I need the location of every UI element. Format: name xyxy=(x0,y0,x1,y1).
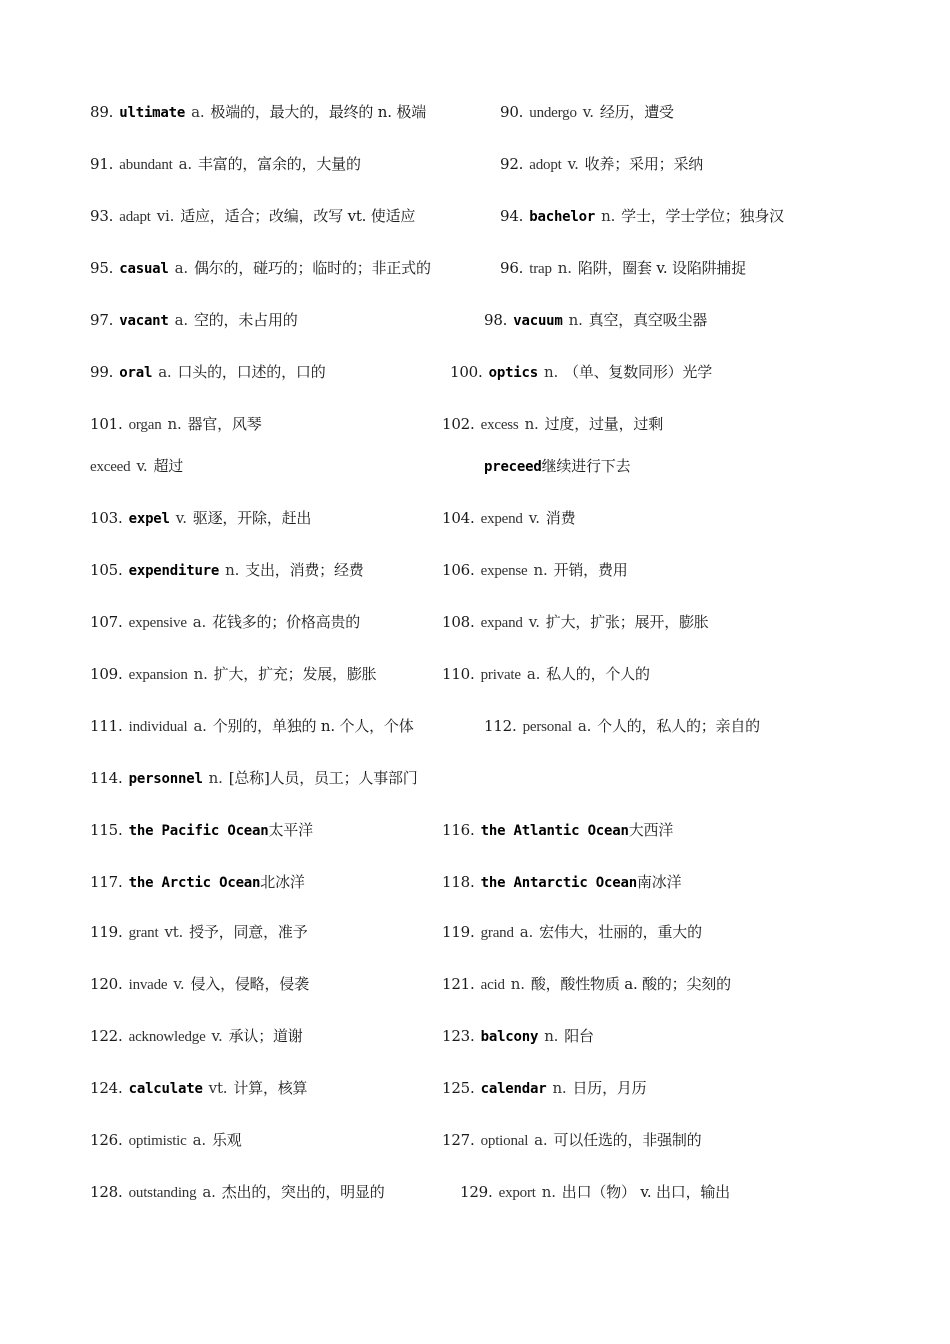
entry-b xyxy=(442,664,650,685)
entry-gloss: 出口（物） v. 出口，输出 xyxy=(561,1183,730,1201)
entry-a xyxy=(90,716,414,737)
entry-word: expansion xyxy=(128,667,188,683)
entry-number: 129. xyxy=(460,1183,493,1201)
entry-row xyxy=(0,154,950,178)
entry-number: 111. xyxy=(90,717,123,735)
entry-part-of-speech: v. xyxy=(567,155,579,173)
entry-part-of-speech: v. xyxy=(136,457,148,475)
entry-number: 125. xyxy=(442,1079,475,1097)
entry-row xyxy=(0,974,950,998)
entry-word: expel xyxy=(128,511,170,527)
entry-number: 105. xyxy=(90,561,123,579)
entry-a xyxy=(90,560,364,581)
entry-part-of-speech: n. xyxy=(225,561,240,579)
entry-row xyxy=(0,1026,950,1050)
entry-b xyxy=(442,820,673,841)
entry-row xyxy=(0,362,950,386)
entry-row xyxy=(0,414,950,438)
entry-word: outstanding xyxy=(128,1185,197,1201)
entry-number: 124. xyxy=(90,1079,123,1097)
entry-number: 97. xyxy=(90,311,114,329)
entry-part-of-speech: a. xyxy=(192,613,207,631)
entry-number: 101. xyxy=(90,415,123,433)
entry-number: 95. xyxy=(90,259,114,277)
entry-word: personal xyxy=(522,719,572,735)
entry-b xyxy=(484,456,630,477)
entry-b xyxy=(442,1026,594,1047)
entry-word: acid xyxy=(480,977,505,993)
entry-gloss: 南冰洋 xyxy=(636,873,682,891)
entry-gloss: 可以任选的，非强制的 xyxy=(553,1131,702,1149)
entry-b xyxy=(442,1130,702,1151)
entry-gloss: 乐观 xyxy=(211,1131,242,1149)
entry-row xyxy=(0,872,950,896)
entry-number: 91. xyxy=(90,155,114,173)
entry-row xyxy=(0,560,950,584)
entry-part-of-speech: a. xyxy=(192,1131,206,1149)
entry-gloss: 酸，酸性物质 a. 酸的；尖刻的 xyxy=(530,975,731,993)
entry-word: bachelor xyxy=(529,209,596,225)
entry-a xyxy=(90,1182,385,1203)
entry-number: 118. xyxy=(442,873,475,891)
entry-b xyxy=(442,1078,647,1099)
entry-part-of-speech: a. xyxy=(174,311,188,329)
entry-row xyxy=(0,258,950,282)
entry-a xyxy=(90,508,311,529)
entry-word: the Pacific Ocean xyxy=(128,823,269,839)
entry-gloss: 北冰洋 xyxy=(260,873,305,891)
entry-word: optics xyxy=(488,365,538,381)
entry-number: 93. xyxy=(90,207,114,225)
entry-part-of-speech: a. xyxy=(202,1183,216,1201)
entry-row xyxy=(0,716,950,740)
entry-part-of-speech: a. xyxy=(178,155,192,173)
entry-a xyxy=(90,456,183,477)
entry-number: 100. xyxy=(450,363,483,381)
entry-gloss: 驱逐，开除，赶出 xyxy=(192,509,312,527)
entry-gloss: （单、复数同形）光学 xyxy=(564,363,713,381)
entry-gloss: 宏伟大，壮丽的，重大的 xyxy=(539,923,702,941)
entry-gloss: 阳台 xyxy=(564,1027,594,1045)
entry-row xyxy=(0,1130,950,1154)
entry-gloss: 大西洋 xyxy=(628,821,674,839)
entry-gloss: 口头的，口述的，口的 xyxy=(177,363,326,381)
entry-b xyxy=(500,258,746,279)
entry-a xyxy=(90,922,308,943)
entry-gloss: 支出，消费；经费 xyxy=(245,561,364,579)
entry-row xyxy=(0,508,950,532)
entry-part-of-speech: a. xyxy=(534,1131,548,1149)
entry-word: grant xyxy=(128,925,159,941)
entry-gloss: 授予，同意，准予 xyxy=(189,923,308,941)
entry-number: 122. xyxy=(90,1027,123,1045)
entry-gloss: 陷阱，圈套 v. 设陷阱捕捉 xyxy=(577,259,747,277)
entry-number: 89. xyxy=(90,103,114,121)
entry-gloss: 极端的，最大的，最终的 n. 极端 xyxy=(210,103,426,121)
entry-row xyxy=(0,102,950,126)
entry-number: 112. xyxy=(484,717,517,735)
entry-word: calendar xyxy=(480,1081,547,1097)
entry-b xyxy=(442,560,628,581)
entry-gloss: 计算，核算 xyxy=(233,1079,308,1097)
entry-b xyxy=(442,974,731,995)
entry-word: abundant xyxy=(119,157,173,173)
entry-number: 107. xyxy=(90,613,123,631)
entry-a xyxy=(90,974,309,995)
entry-number: 110. xyxy=(442,665,475,683)
entry-word: calculate xyxy=(128,1081,203,1097)
entry-number: 103. xyxy=(90,509,123,527)
entry-word: private xyxy=(480,667,521,683)
entry-word: undergo xyxy=(529,105,577,121)
entry-part-of-speech: v. xyxy=(173,975,185,993)
entry-gloss: 花钱多的；价格高贵的 xyxy=(212,613,361,631)
entry-word: expend xyxy=(480,511,523,527)
entry-word: trap xyxy=(529,261,552,277)
entry-gloss: 偶尔的，碰巧的；临时的；非正式的 xyxy=(193,259,431,277)
entry-part-of-speech: v. xyxy=(528,509,540,527)
entry-word: optional xyxy=(480,1133,529,1149)
entry-number: 90. xyxy=(500,103,524,121)
entry-a xyxy=(90,414,262,435)
entry-a xyxy=(90,154,361,175)
entry-a xyxy=(90,258,431,279)
entry-word: expensive xyxy=(128,615,187,631)
entry-word: expand xyxy=(480,615,523,631)
entry-gloss: 过度，过量，过剩 xyxy=(544,415,663,433)
entry-a xyxy=(90,362,326,383)
entry-part-of-speech: n. xyxy=(543,363,559,381)
entry-part-of-speech: n. xyxy=(557,259,572,277)
entry-word: the Antarctic Ocean xyxy=(480,875,637,891)
entry-part-of-speech: v. xyxy=(175,509,187,527)
entry-a xyxy=(90,206,415,227)
entry-word: organ xyxy=(128,417,162,433)
entry-number: 123. xyxy=(442,1027,475,1045)
entry-number: 119. xyxy=(442,923,475,941)
entry-part-of-speech: n. xyxy=(208,769,223,787)
entry-word: individual xyxy=(128,719,188,735)
entry-word: excess xyxy=(480,417,519,433)
entry-part-of-speech: a. xyxy=(158,363,172,381)
entry-row xyxy=(0,310,950,334)
entry-part-of-speech: v. xyxy=(528,613,540,631)
entry-gloss: 学士，学士学位；独身汉 xyxy=(621,207,784,225)
entry-a xyxy=(90,102,426,123)
entry-word: preceed xyxy=(484,459,542,475)
entry-part-of-speech: vt. xyxy=(164,923,184,941)
entry-b xyxy=(484,716,760,737)
entry-number: 94. xyxy=(500,207,524,225)
entry-word: the Arctic Ocean xyxy=(128,875,261,891)
entry-part-of-speech: n. xyxy=(167,415,182,433)
entry-word: grand xyxy=(480,925,514,941)
entry-gloss: [总称]人员，员工；人事部门 xyxy=(228,769,418,787)
entry-part-of-speech: v. xyxy=(582,103,594,121)
entry-part-of-speech: vt. xyxy=(208,1079,228,1097)
entry-gloss: 收养；采用；采纳 xyxy=(584,155,704,173)
entry-part-of-speech: a. xyxy=(193,717,207,735)
entry-b xyxy=(450,362,712,383)
entry-a xyxy=(90,1130,242,1151)
entry-number: 99. xyxy=(90,363,114,381)
entry-number: 127. xyxy=(442,1131,475,1149)
entry-number: 98. xyxy=(484,311,508,329)
entry-a xyxy=(90,664,376,685)
entry-number: 126. xyxy=(90,1131,123,1149)
entry-b xyxy=(500,102,674,123)
entry-gloss: 日历，月历 xyxy=(572,1079,647,1097)
entry-row xyxy=(0,456,950,480)
entry-part-of-speech: n. xyxy=(193,665,208,683)
entry-word: expenditure xyxy=(128,563,220,579)
entry-part-of-speech: vi. xyxy=(156,207,175,225)
entry-gloss: 私人的，个人的 xyxy=(546,665,650,683)
entry-gloss: 超过 xyxy=(153,457,184,475)
entry-b xyxy=(460,1182,730,1203)
entry-a xyxy=(90,1026,303,1047)
entry-gloss: 扩大，扩充；发展，膨胀 xyxy=(213,665,377,683)
entry-number: 102. xyxy=(442,415,475,433)
entry-part-of-speech: a. xyxy=(519,923,534,941)
entry-a xyxy=(90,310,298,331)
entry-row xyxy=(0,1078,950,1102)
entry-word: optimistic xyxy=(128,1133,187,1149)
entry-part-of-speech: n. xyxy=(544,1027,559,1045)
entry-number: 114. xyxy=(90,769,123,787)
entry-number: 108. xyxy=(442,613,475,631)
entry-part-of-speech: n. xyxy=(552,1079,567,1097)
entry-row xyxy=(0,206,950,230)
entry-a xyxy=(90,612,360,633)
entry-word: casual xyxy=(119,261,169,277)
entry-part-of-speech: a. xyxy=(174,259,188,277)
entry-b xyxy=(442,414,663,435)
entry-number: 121. xyxy=(442,975,475,993)
entry-a xyxy=(90,820,313,841)
entry-a xyxy=(90,872,305,893)
entry-number: 116. xyxy=(442,821,475,839)
entry-gloss: 经历，遭受 xyxy=(599,103,674,121)
entry-b xyxy=(500,206,784,227)
entry-gloss: 空的，未占用的 xyxy=(193,311,298,329)
entry-gloss: 继续进行下去 xyxy=(541,457,631,475)
entry-row xyxy=(0,820,950,844)
entry-part-of-speech: n. xyxy=(533,561,548,579)
entry-gloss: 器官，风琴 xyxy=(187,415,262,433)
entry-part-of-speech: v. xyxy=(211,1027,223,1045)
entry-gloss: 适应，适合；改编，改写 vt. 使适应 xyxy=(180,207,416,225)
entry-gloss: 承认；道谢 xyxy=(228,1027,303,1045)
entry-word: acknowledge xyxy=(128,1029,206,1045)
entry-b xyxy=(442,508,575,529)
entry-word: ultimate xyxy=(119,105,186,121)
entry-gloss: 扩大，扩张；展开，膨胀 xyxy=(545,613,709,631)
entry-gloss: 侵入，侵略，侵袭 xyxy=(190,975,309,993)
entry-word: adopt xyxy=(529,157,562,173)
entry-number: 109. xyxy=(90,665,123,683)
entry-gloss: 太平洋 xyxy=(268,821,313,839)
entry-a xyxy=(90,1078,307,1099)
entry-part-of-speech: a. xyxy=(526,665,541,683)
entry-number: 128. xyxy=(90,1183,123,1201)
entry-gloss: 开销，费用 xyxy=(553,561,628,579)
entry-word: adapt xyxy=(119,209,151,225)
entry-row xyxy=(0,922,950,946)
entry-part-of-speech: a. xyxy=(191,103,205,121)
entry-gloss: 真空，真空吸尘器 xyxy=(588,311,708,329)
entry-word: vacant xyxy=(119,313,169,329)
entry-number: 104. xyxy=(442,509,475,527)
entry-b xyxy=(442,612,709,633)
entry-word: personnel xyxy=(128,771,203,787)
entry-word: balcony xyxy=(480,1029,539,1045)
entry-gloss: 个别的，单独的 n. 个人，个体 xyxy=(212,717,414,735)
entry-number: 120. xyxy=(90,975,123,993)
entry-part-of-speech: n. xyxy=(524,415,539,433)
entry-row xyxy=(0,664,950,688)
entry-part-of-speech: n. xyxy=(541,1183,556,1201)
entry-b xyxy=(442,922,702,943)
entry-b xyxy=(442,872,681,893)
entry-number: 92. xyxy=(500,155,524,173)
entry-gloss: 杰出的，突出的，明显的 xyxy=(221,1183,385,1201)
entry-word: the Atlantic Ocean xyxy=(480,823,629,839)
entry-gloss: 个人的，私人的；亲自的 xyxy=(597,717,760,735)
entry-part-of-speech: a. xyxy=(577,717,592,735)
entry-part-of-speech: n. xyxy=(601,207,616,225)
entry-word: invade xyxy=(128,977,168,993)
entry-a xyxy=(90,768,418,789)
entry-word: vacuum xyxy=(513,313,563,329)
entry-b xyxy=(484,310,707,331)
entry-word: exceed xyxy=(90,459,131,475)
entry-number: 96. xyxy=(500,259,524,277)
entry-part-of-speech: n. xyxy=(568,311,583,329)
entry-word: export xyxy=(498,1185,536,1201)
entry-number: 115. xyxy=(90,821,123,839)
entry-number: 117. xyxy=(90,873,123,891)
entry-word: oral xyxy=(119,365,153,381)
entry-gloss: 消费 xyxy=(545,509,576,527)
entry-row xyxy=(0,612,950,636)
entry-number: 106. xyxy=(442,561,475,579)
entry-row xyxy=(0,1182,950,1206)
entry-number: 119. xyxy=(90,923,123,941)
entry-b xyxy=(500,154,703,175)
entry-part-of-speech: n. xyxy=(510,975,525,993)
entry-gloss: 丰富的，富余的，大量的 xyxy=(197,155,361,173)
entry-word: expense xyxy=(480,563,528,579)
entry-row xyxy=(0,768,950,792)
